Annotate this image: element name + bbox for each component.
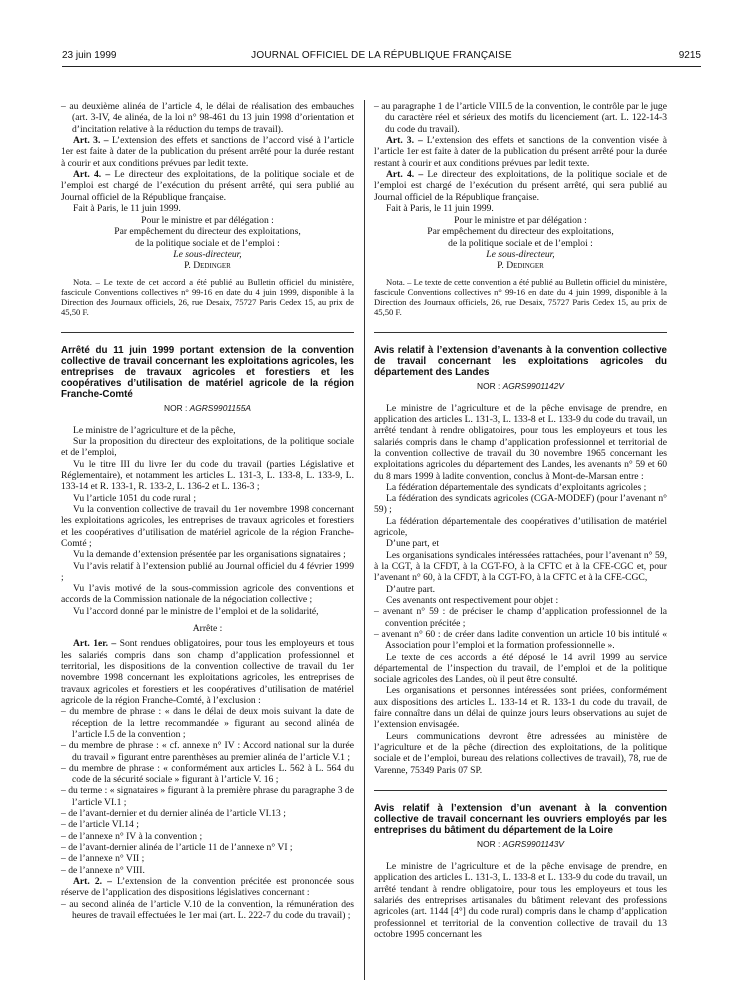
signature-line: Par empêchement du directeur des exploitations, (427, 226, 614, 238)
list-item: – de l’annexe n° VIII. (61, 864, 145, 876)
signature-place-date: Fait à Paris, le 11 juin 1999. (386, 202, 494, 214)
paragraph: Les organisations et personnes intéressées sont priées, conformément aux dispositions des articles L. 133-14 et R. 133-1 du code du travail, de faire connaître dans un délai de quinze jours leurs observations au sujet de l’extension envisagée. (374, 685, 667, 731)
publication-note: Nota. – Le texte de cet accord a été publié au Bulletin officiel du ministère, fascicule Conventions collectives n° 99-16 en date du 4 juin 1999, disponible à la Direction des Journaux officiels, 26, rue Desaix, 75727 Paris Cedex 15, au prix de 45,50 F. (61, 276, 354, 317)
article-label: Art. 4. – (73, 168, 111, 180)
signature-place-date: Fait à Paris, le 11 juin 1999. (73, 202, 181, 214)
decree-title: Arrêté du 11 juin 1999 portant extension de la convention collective de travail concernant les exploitations agricoles, les entreprises de travaux agricoles et forestiers et les coopératives d’utilisation de matériel agricole de la région Franche-Comté (61, 344, 354, 400)
article-label: Art. 3. – (386, 134, 423, 146)
paragraph: Vu l’article 1051 du code rural ; (73, 492, 197, 504)
column-divider (364, 100, 365, 980)
paragraph: Vu l’accord donné par le ministre de l’emploi et de la solidarité, (73, 605, 319, 617)
article-text: Sont rendues obligatoires, pour tous les employeurs et tous les salariés compris dans son champ d’application professionnel et territorial, les dispositions de la convention collective de travail du 1er novembre 1998 concernant les exploitations agricoles, les entreprises de travaux agricoles et forestiers et les coopératives d’utilisation de matériel agricole de la région Franche-Comté, à l’exclusion : (61, 638, 354, 706)
article-label: Art. 2. – (73, 875, 112, 887)
continuation-item: – au paragraphe 1 de l’article VIII.5 de la convention, le contrôle par le juge du caractère réel et sérieux des motifs du licenciement (art. L. 122-14-3 du code du travail). (374, 101, 667, 135)
article-3 (61, 135, 354, 169)
paragraph: La fédération départementale des coopératives d’utilisation de matériel agricole, (374, 515, 667, 539)
signature-role: Le sous-directeur, (173, 249, 242, 261)
section-separator (374, 790, 667, 791)
list-item: – de l’avant-dernier et du dernier alinéa de l’article VI.13 ; (61, 808, 286, 820)
list-item: – du membre de phrase : « conformément aux articles L. 562 à L. 564 du code de la sécurité sociale » figurant à l’article V. 16 ; (61, 762, 354, 786)
paragraph: Leurs communications devront être adressées au ministère de l’agriculture et de la pêche (direction des exploitations, de la politique sociale et de l’emploi, bureau des relations collectives de travail), 78, rue de Varenne, 75349 Paris 07 SP. (374, 730, 667, 776)
paragraph: Vu le titre III du livre Ier du code du travail (parties Législative et Réglementaire), et notamment les articles L. 131-3, L. 133-8, L. 133-9, L. 133-14 et R. 133-1, R. 133-2, L. 136-2 et L. 136-3 ; (61, 458, 354, 493)
publication-note: Nota. – Le texte de cette convention a été publié au Bulletin officiel du ministère, fascicule Conventions collectives n° 99-16 en date du 4 juin 1999, disponible à la Direction des Journaux officiels, 26, rue Desaix, 75727 Paris Cedex 15, au prix de 45,50 F. (374, 276, 667, 317)
paragraph: Les organisations syndicales intéressées rattachées, pour l’avenant n° 59, à la CGT, à la CFDT, à la CGT-FO, à la CFTC et à la CFE-CGC et, pour l’avenant n° 60, à la CFDT, à la CGT-FO, à la CFTC et à la CFE-CGC, (374, 549, 667, 584)
signature-block (374, 215, 667, 272)
article-4 (374, 169, 667, 203)
nor-reference: NOR : AGRS9901155A (164, 402, 251, 413)
paragraph: Vu l’avis relatif à l’extension publié au Journal officiel du 4 février 1999 ; (61, 560, 354, 583)
paragraph: Vu l’avis motivé de la sous-commission agricole des conventions et accords de la Commission nationale de la négociation collective ; (61, 583, 354, 606)
paragraph: La fédération départementale des syndicats d’exploitants agricoles ; (386, 481, 647, 493)
notice-title: Avis relatif à l’extension d’un avenant à la convention collective de travail concernant les ouvriers employés par les entreprises du bâtiment du département de la Loire (374, 802, 667, 837)
paragraph: Vu la convention collective de travail du 1er novembre 1998 concernant les exploitations agricoles, les entreprises de travaux agricoles et forestiers et les coopératives d’utilisation de matériel agricole de la région Franche-Comté ; (61, 503, 354, 549)
article-label: Art. 3. – (73, 134, 109, 146)
section-separator (374, 332, 667, 333)
paragraph: Sur la proposition du directeur des exploitations, de la politique sociale et de l’emploi, (61, 436, 354, 459)
signature-block (61, 215, 354, 272)
article-label: Art. 4. – (386, 168, 424, 180)
nor-reference: NOR : AGRS9901142V (477, 380, 564, 391)
article-text: L’extension de la convention précitée est prononcée sous réserve de l’application des dispositions législatives concernant : (61, 875, 354, 899)
article-3 (374, 135, 667, 169)
article-4 (61, 169, 354, 203)
signature-name: P. Dedinger (497, 260, 544, 272)
article-text: L’extension des effets et sanctions de l’accord visé à l’article 1er est faite à dater de la publication du présent arrêté pour la durée restant à courir et aux conditions prévues par ledit texte. (61, 134, 354, 169)
list-item: – du membre de phrase : « dans le délai de deux mois suivant la date de réception de la lettre recommandée » figurant au second alinéa de l’article I.5 de la convention ; (61, 706, 354, 740)
paragraph: Le texte de ces accords a été déposé le 14 avril 1999 au service départemental de l’inspection du travail, de l’emploi et de la politique sociale agricoles des Landes, où il peut être consulté. (374, 651, 667, 686)
section-separator (61, 332, 354, 333)
paragraph: Le ministre de l’agriculture et de la pêche envisage de prendre, en application des articles L. 131-3, L. 133-8 et L. 133-9 du code du travail, un arrêté tendant à rendre obligatoires, pour tous les employeurs et tous les salariés compris dans le champ d’application professionnel et territorial de la convention collective de travail du 30 novembre 1965 concernant les exploitations agricoles du département des Landes, les avenants n° 59 et 60 du 8 mars 1999 à ladite convention, conclus à Mont-de-Marsan entre : (374, 402, 667, 482)
right-column (374, 101, 667, 940)
list-item: – avenant n° 59 : de préciser le champ d’application professionnel de la convention précitée ; (374, 606, 667, 629)
signature-line: Pour le ministre et par délégation : (454, 215, 587, 227)
article-text: L’extension des effets et sanctions de la convention visée à l’article 1er est faite à dater de la publication du présent arrêté pour la durée restant à courir et aux conditions prévues par ledit texte. (374, 134, 667, 169)
paragraph: D’une part, et (386, 538, 440, 550)
signature-role: Le sous-directeur, (486, 249, 555, 261)
article-1 (61, 638, 354, 706)
article-2 (61, 876, 354, 899)
paragraph: Ces avenants ont respectivement pour objet : (386, 594, 559, 606)
signature-line: de la politique sociale et de l’emploi : (448, 237, 593, 249)
paragraph: D’autre part. (386, 583, 436, 595)
notice-title: Avis relatif à l’extension d’avenants à la convention collective de travail concernant les exploitations agricoles du département des Landes (374, 344, 667, 378)
list-item: – de l’annexe n° VII ; (61, 853, 145, 865)
arrete-heading: Arrête : (192, 623, 223, 635)
article-text: Le directeur des exploitations, de la politique sociale et de l’emploi est chargé de l’exécution du présent arrêté, qui sera publié au Journal officiel de la République française. (374, 168, 667, 203)
paragraph: La fédération des syndicats agricoles (CGA-MODEF) (pour l’avenant n° 59) ; (374, 493, 667, 516)
list-item: – de l’annexe n° IV à la convention ; (61, 830, 203, 842)
signature-line: Par empêchement du directeur des exploitations, (114, 226, 301, 238)
list-item: – au second alinéa de l’article V.10 de la convention, la rémunération des heures de travail effectuées le 1er mai (art. L. 222-7 du code du travail) ; (61, 898, 354, 921)
list-item: – de l’article VI.14 ; (61, 819, 139, 831)
nor-code: AGRS9901155A (189, 402, 251, 413)
header-page-number: 9215 (678, 50, 701, 61)
paragraph: Le ministre de l’agriculture et de la pêche envisage de prendre, en application des articles L. 131-3, L. 133-8 et L. 133-9 du code du travail, un arrêté tendant à rendre obligatoire, pour tous les employeurs et tous les salariés des entreprises artisanales du bâtiment relevant des professions agricoles (art. 1144 [4°] du code rural) compris dans le champ d’application professionnel et territorial de la convention collective de travail du 13 octobre 1995 concernant les (374, 861, 667, 940)
signature-line: Pour le ministre et par délégation : (141, 215, 274, 227)
list-item: – avenant n° 60 : de créer dans ladite convention un article 10 bis intitulé « Association pour l’emploi et la formation professionnelle ». (374, 628, 667, 652)
continuation-item: – au deuxième alinéa de l’article 4, le délai de réalisation des embauches (art. 3-IV, 4e alinéa, de la loi n° 98-461 du 13 juin 1998 d’orientation et d’incitation relative à la réduction du temps de travail). (61, 101, 354, 135)
list-item: – du terme : « signataires » figurant à la première phrase du paragraphe 3 de l’article VI.1 ; (61, 785, 354, 808)
nor-code: AGRS9901143V (502, 839, 564, 850)
header-date: 23 juin 1999 (62, 50, 117, 61)
header-journal-title: JOURNAL OFFICIEL DE LA RÉPUBLIQUE FRANÇAISE (251, 50, 512, 61)
article-label: Art. 1er. – (73, 638, 117, 650)
list-item: – du membre de phrase : « cf. annexe n° IV : Accord national sur la durée du travail » figurant entre parenthèses au premier alinéa de l’article V.1 ; (61, 740, 354, 763)
left-column (61, 101, 354, 921)
signature-line: de la politique sociale et de l’emploi : (135, 237, 280, 249)
nor-reference: NOR : AGRS9901143V (477, 839, 564, 850)
list-item: – de l’avant-dernier alinéa de l’article 11 de l’annexe n° VI ; (61, 842, 293, 854)
nor-code: AGRS9901142V (502, 380, 564, 391)
paragraph: Le ministre de l’agriculture et de la pêche, (73, 424, 236, 436)
signature-name: P. Dedinger (184, 260, 231, 272)
paragraph: Vu la demande d’extension présentée par les organisations signataires ; (73, 549, 346, 561)
header-rule (62, 66, 701, 67)
page-header (62, 50, 701, 64)
article-text: Le directeur des exploitations, de la politique sociale et de l’emploi est chargé de l’exécution du présent arrêté, qui sera publié au Journal officiel de la République française. (61, 168, 354, 203)
